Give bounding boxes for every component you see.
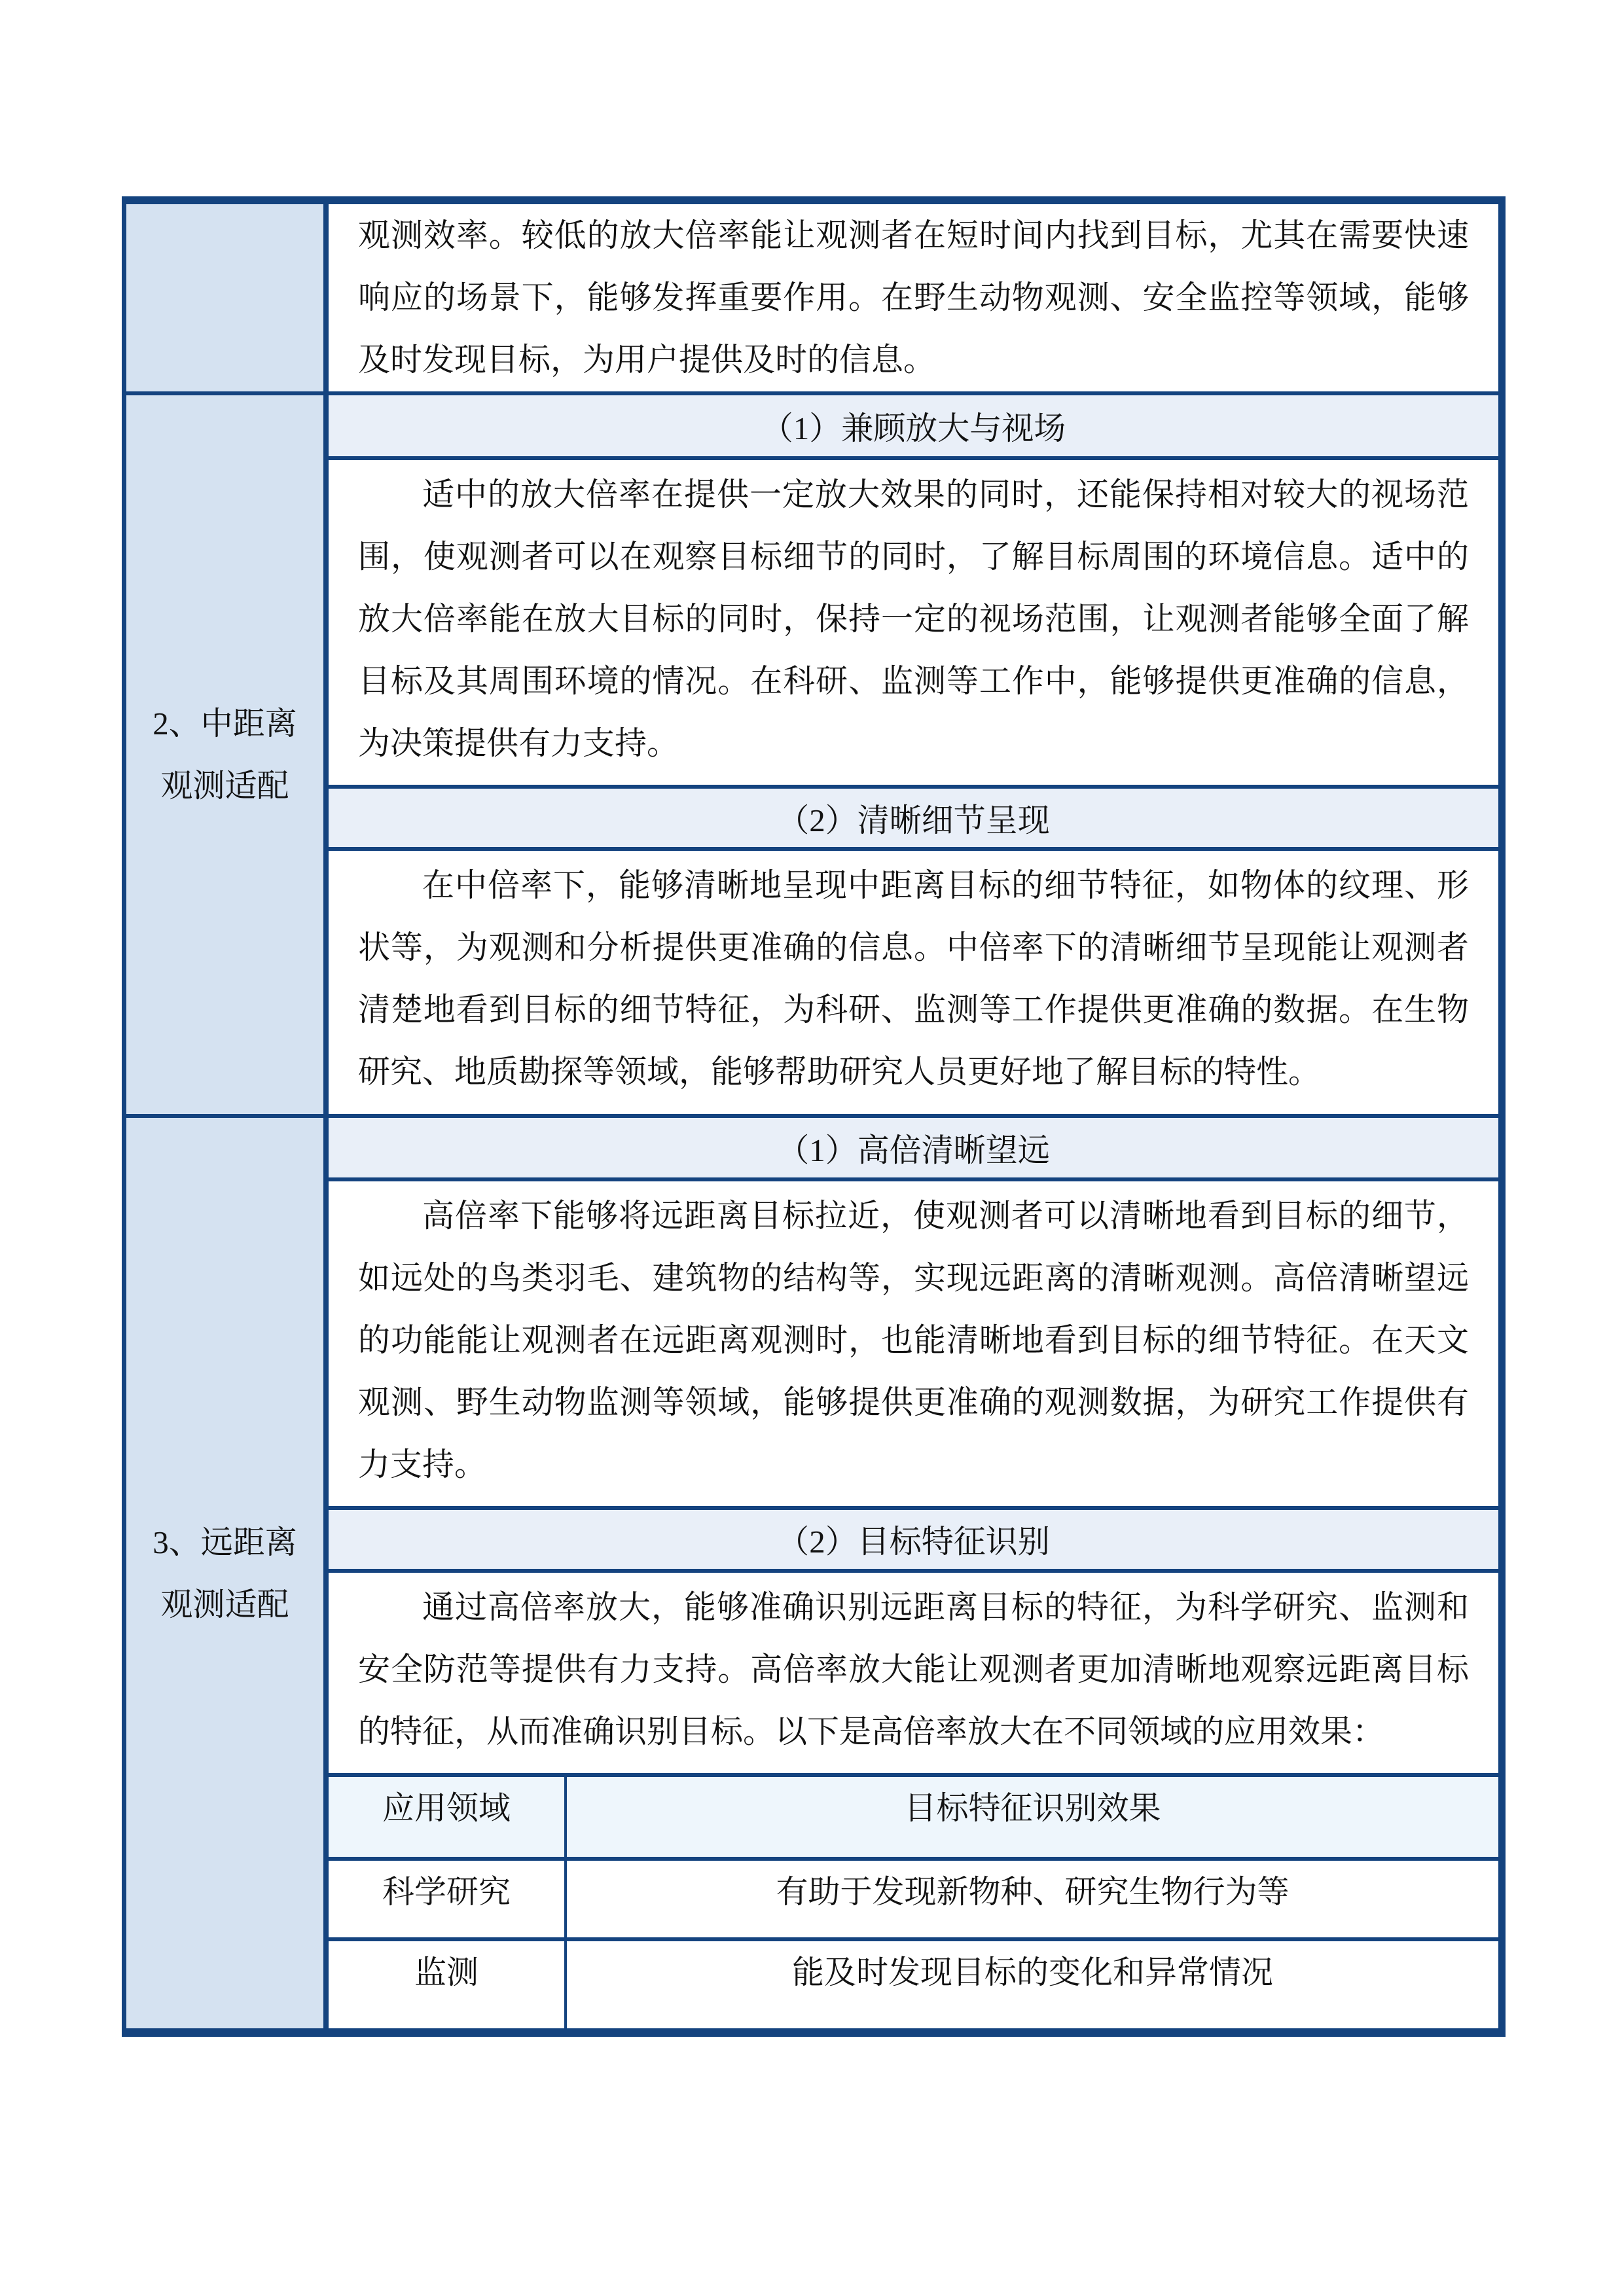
table-row-science-effect: 有助于发现新物种、研究生物行为等 [567, 1861, 1498, 1937]
row3-label-line1: 3、远距离 [153, 1524, 297, 1560]
row3-label-cell [126, 1118, 323, 2028]
body-paragraph-target-feature-recognition: 通过高倍率放大，能够准确识别远距离目标的特征，为科学研究、监测和安全防范等提供有力支持。高倍率放大能让观测者更加清晰地观察远距离目标的特征，从而准确识别目标。以下是高倍率放大在不同领域的应用效果： [329, 1573, 1498, 1773]
row2-label-line2: 观测适配 [160, 768, 289, 804]
row1-continuation-paragraph: 观测效率。较低的放大倍率能让观测者在短时间内找到目标，尤其在需要快速响应的场景下，能够发挥重要作用。在野生动物观测、安全监控等领域，能够及时发现目标，为用户提供及时的信息。 [329, 204, 1498, 391]
row1-label-cell-empty [126, 204, 323, 391]
section-header-zoom-and-fov: （1）兼顾放大与视场 [329, 395, 1498, 456]
section-header-high-power-view: （1）高倍清晰望远 [329, 1118, 1498, 1177]
row3-content-cell [329, 1118, 1498, 2028]
magnification-adaptation-table [122, 196, 1506, 2037]
table-row-monitoring-effect: 能及时发现目标的变化和异常情况 [567, 1941, 1498, 2028]
body-paragraph-zoom-and-fov: 适中的放大倍率在提供一定放大效果的同时，还能保持相对较大的视场范围，使观测者可以在观察目标细节的同时，了解目标周围的环境信息。适中的放大倍率能在放大目标的同时，保持一定的视场范围，让观测者能够全面了解目标及其周围环境的情况。在科研、监测等工作中，能够提供更准确的信息，为决策提供有力支持。 [329, 460, 1498, 785]
section-header-clear-detail: （2）清晰细节呈现 [329, 789, 1498, 847]
row2-label-line1: 2、中距离 [153, 706, 297, 742]
row2-label-cell [126, 395, 323, 1114]
table-row-science-domain: 科学研究 [329, 1861, 564, 1937]
application-effect-col-header-effect: 目标特征识别效果 [567, 1777, 1498, 1857]
body-paragraph-high-power-view: 高倍率下能够将远距离目标拉近，使观测者可以清晰地看到目标的细节，如远处的鸟类羽毛、建筑物的结构等，实现远距离的清晰观测。高倍清晰望远的功能能让观测者在远距离观测时，也能清晰地看到目标的细节特征。在天文观测、野生动物监测等领域，能够提供更准确的观测数据，为研究工作提供有力支持。 [329, 1181, 1498, 1506]
section-header-target-feature-recognition: （2）目标特征识别 [329, 1510, 1498, 1569]
row2-content-cell [329, 395, 1498, 1114]
row3-label-line2: 观测适配 [160, 1586, 289, 1623]
application-effect-table [329, 1777, 1498, 2028]
application-effect-col-header-domain: 应用领域 [329, 1777, 564, 1857]
table-row-monitoring-domain: 监测 [329, 1941, 564, 2028]
body-paragraph-clear-detail: 在中倍率下，能够清晰地呈现中距离目标的细节特征，如物体的纹理、形状等，为观测和分析提供更准确的信息。中倍率下的清晰细节呈现能让观测者清楚地看到目标的细节特征，为科研、监测等工作提供更准确的数据。在生物研究、地质勘探等领域，能够帮助研究人员更好地了解目标的特性。 [329, 851, 1498, 1114]
